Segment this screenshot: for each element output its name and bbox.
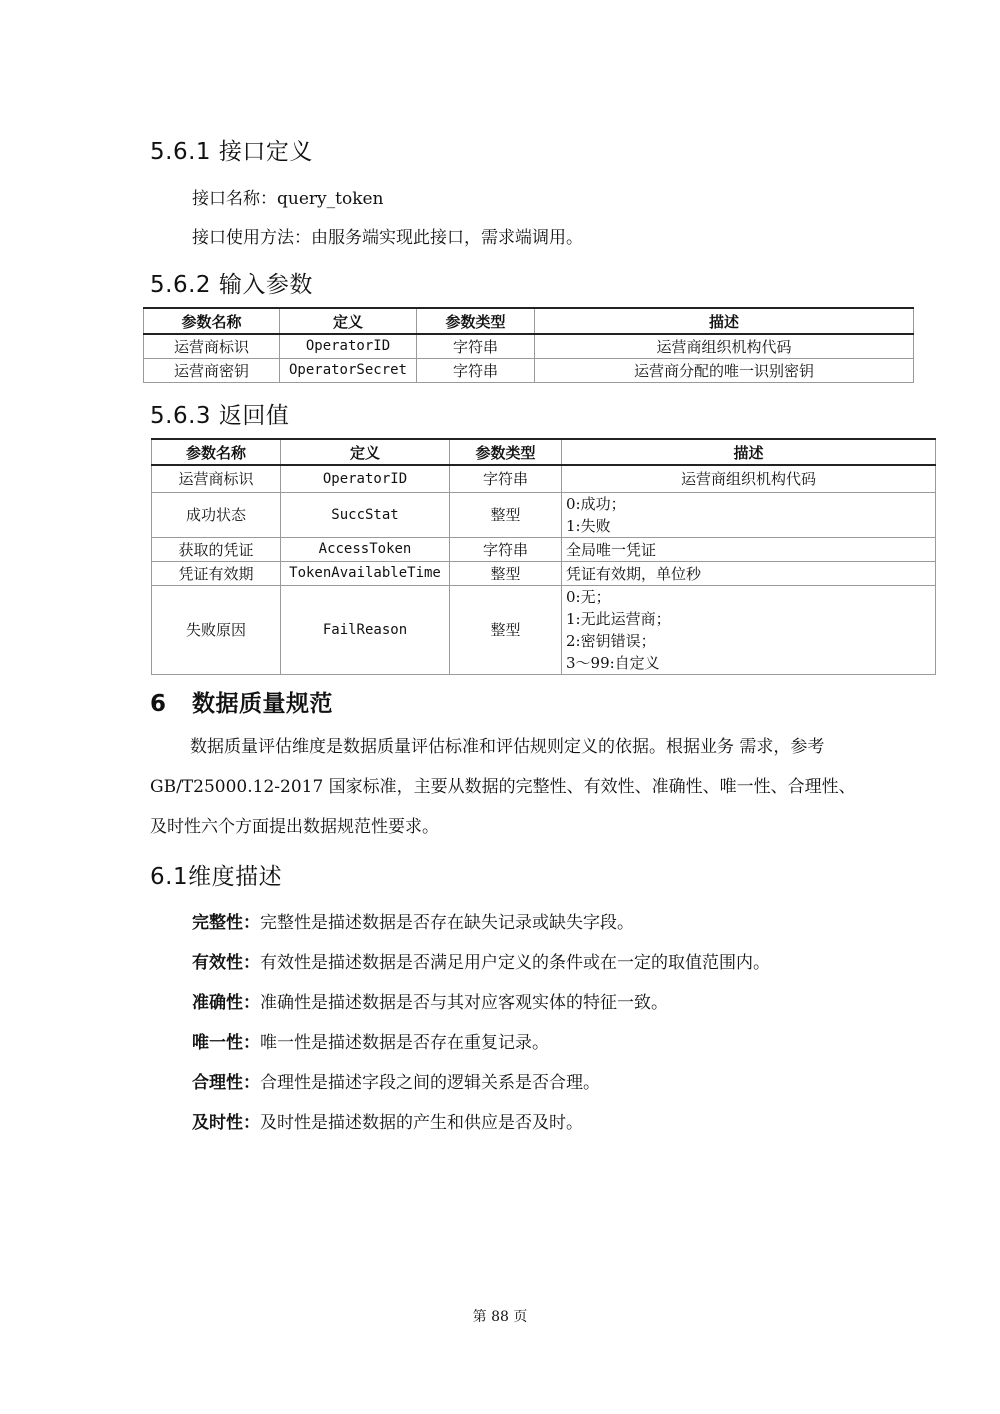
heading-6-1: 6.1维度描述 <box>150 864 283 890</box>
col-header: 描述 <box>562 439 936 465</box>
dimension-text: 唯一性是描述数据是否存在重复记录。 <box>260 1033 549 1053</box>
param-desc-cell: 运营商组织机构代码 <box>562 465 936 492</box>
heading-5-6-2: 5.6.2 输入参数 <box>150 272 313 298</box>
table-row <box>152 537 936 561</box>
col-header: 参数类型 <box>417 308 535 334</box>
dimension-text: 合理性是描述字段之间的逻辑关系是否合理。 <box>260 1073 600 1093</box>
table-row <box>144 334 914 358</box>
col-header: 描述 <box>535 308 914 334</box>
interface-name-line: 接口名称：query_token <box>192 189 384 209</box>
col-header: 参数名称 <box>152 439 281 465</box>
param-def-cell: SuccStat <box>281 492 450 537</box>
param-def-cell: OperatorSecret <box>280 358 417 382</box>
param-type-cell: 整型 <box>450 492 562 537</box>
desc-line: 2:密钥错误； <box>566 631 656 650</box>
param-name-cell: 成功状态 <box>152 492 281 537</box>
param-def-cell: OperatorID <box>281 465 450 492</box>
dimension-term: 准确性： <box>192 993 260 1013</box>
dimension-item-timeliness <box>192 1108 583 1133</box>
table-header-row <box>152 439 936 465</box>
table-row <box>152 492 936 537</box>
param-def-cell: OperatorID <box>280 334 417 358</box>
return-values-table <box>151 438 936 675</box>
heading-6: 6 数据质量规范 <box>150 691 334 717</box>
heading-5-6-3: 5.6.3 返回值 <box>150 403 290 429</box>
param-name-cell: 凭证有效期 <box>152 561 281 585</box>
dimension-text: 完整性是描述数据是否存在缺失记录或缺失字段。 <box>260 913 634 933</box>
dimension-term: 合理性： <box>192 1073 260 1093</box>
table-row <box>144 358 914 382</box>
heading-5-6-1: 5.6.1 接口定义 <box>150 139 313 165</box>
param-type-cell: 整型 <box>450 561 562 585</box>
param-name-cell: 运营商标识 <box>144 334 280 358</box>
param-type-cell: 字符串 <box>450 465 562 492</box>
col-header: 定义 <box>281 439 450 465</box>
col-header: 参数类型 <box>450 439 562 465</box>
desc-line: 0:成功； <box>566 494 626 513</box>
desc-line: 3～99:自定义 <box>566 653 660 672</box>
dimension-item-validity <box>192 948 770 973</box>
param-desc-cell: 凭证有效期，单位秒 <box>562 561 936 585</box>
col-header: 参数名称 <box>144 308 280 334</box>
param-name-cell: 运营商密钥 <box>144 358 280 382</box>
param-name-cell: 失败原因 <box>152 585 281 674</box>
table-row <box>152 465 936 492</box>
param-type-cell: 字符串 <box>417 358 535 382</box>
dimension-text: 准确性是描述数据是否与其对应客观实体的特征一致。 <box>260 993 668 1013</box>
param-desc-cell: 运营商分配的唯一识别密钥 <box>535 358 914 382</box>
param-desc-cell: 运营商组织机构代码 <box>535 334 914 358</box>
dimension-term: 唯一性： <box>192 1033 260 1053</box>
param-type-cell: 整型 <box>450 585 562 674</box>
interface-usage-line: 接口使用方法：由服务端实现此接口，需求端调用。 <box>192 228 583 248</box>
dimension-term: 及时性： <box>192 1113 260 1133</box>
dimension-item-completeness <box>192 908 634 933</box>
param-def-cell: FailReason <box>281 585 450 674</box>
param-type-cell: 字符串 <box>450 537 562 561</box>
param-desc-cell: 全局唯一凭证 <box>562 537 936 561</box>
desc-line: 0:无； <box>566 587 611 606</box>
dimension-item-rationality <box>192 1068 600 1093</box>
table-header-row <box>144 308 914 334</box>
param-name-cell: 获取的凭证 <box>152 537 281 561</box>
table-row <box>152 561 936 585</box>
table-row <box>152 585 936 674</box>
input-params-table <box>143 307 914 383</box>
param-def-cell: AccessToken <box>281 537 450 561</box>
desc-line: 1:失败 <box>566 516 611 535</box>
param-name-cell: 运营商标识 <box>152 465 281 492</box>
param-desc-cell <box>562 492 936 537</box>
dimension-text: 及时性是描述数据的产生和供应是否及时。 <box>260 1113 583 1133</box>
section-6-paragraph: 数据质量评估维度是数据质量评估标准和评估规则定义的依据。根据业务 需求，参考 GB/T25000.12-2017 国家标准，主要从数据的完整性、有效性、准确性、唯一性、合理性、及时性六个方面提出数据规范性要求。 <box>150 737 856 837</box>
dimension-item-accuracy <box>192 988 668 1013</box>
param-type-cell: 字符串 <box>417 334 535 358</box>
dimension-term: 有效性： <box>192 953 260 973</box>
col-header: 定义 <box>280 308 417 334</box>
desc-line: 1:无此运营商； <box>566 609 671 628</box>
dimension-term: 完整性： <box>192 913 260 933</box>
dimension-item-uniqueness <box>192 1028 549 1053</box>
param-def-cell: TokenAvailableTime <box>281 561 450 585</box>
param-desc-cell <box>562 585 936 674</box>
page-number: 第 88 页 <box>472 1309 528 1325</box>
dimension-text: 有效性是描述数据是否满足用户定义的条件或在一定的取值范围内。 <box>260 953 770 973</box>
